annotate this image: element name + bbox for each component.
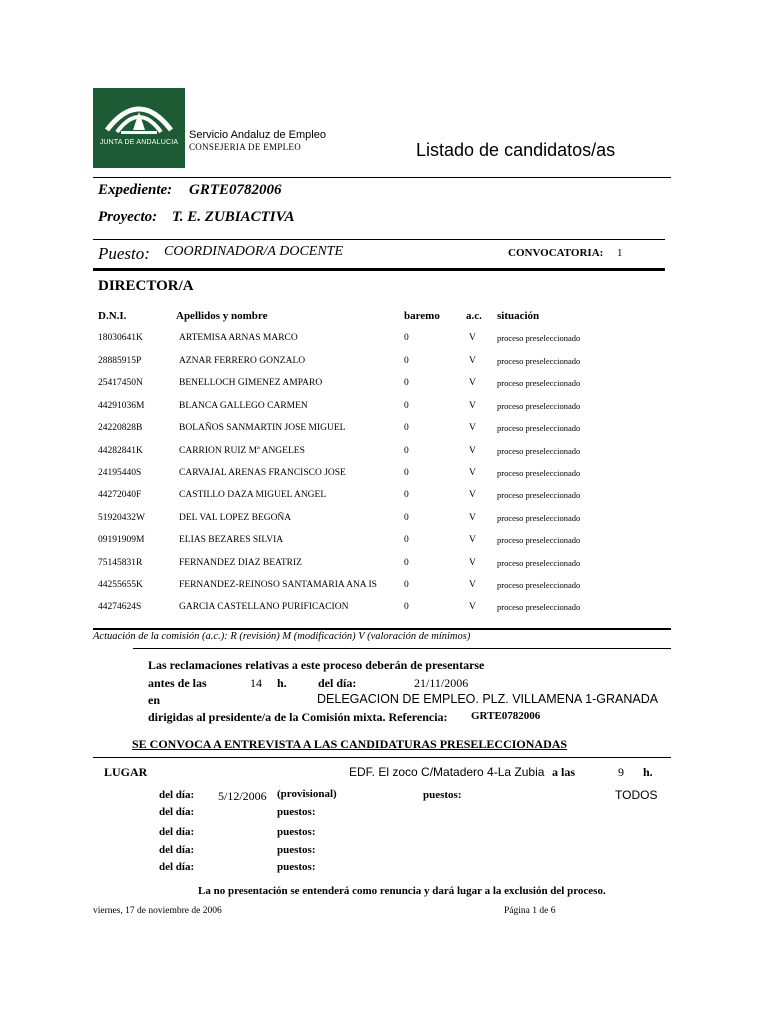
row-situacion: proceso preseleccionado — [497, 378, 581, 388]
claims-del-dia-label: del día: — [318, 676, 357, 690]
puesto-divider — [93, 268, 665, 271]
row-situacion: proceso preseleccionado — [497, 558, 581, 568]
junta-arch-icon — [93, 88, 185, 168]
row-ac: V — [469, 558, 476, 568]
section-title: DIRECTOR/A — [98, 278, 194, 294]
row-situacion: proceso preseleccionado — [497, 468, 581, 478]
row-name: BLANCA GALLEGO CARMEN — [179, 401, 308, 411]
a-las-label: a las — [552, 765, 576, 779]
row-baremo: 0 — [404, 423, 409, 433]
puestos-label: puestos: — [277, 844, 316, 856]
row-ac: V — [469, 580, 476, 590]
del-dia-label: del día: — [159, 861, 195, 873]
ac-legend: Actuación de la comisión (a.c.): R (revisión) M (modificación) V (valoración de mínimos) — [93, 631, 471, 642]
interview-date: 5/12/2006 — [218, 789, 267, 803]
row-dni: 09191909M — [98, 535, 145, 545]
convocatoria-value: 1 — [617, 247, 623, 259]
col-header-ac: a.c. — [466, 310, 482, 322]
del-dia-label: del día: — [159, 826, 195, 838]
row-name: CARVAJAL ARENAS FRANCISCO JOSE — [179, 468, 346, 478]
puestos-label: puestos: — [277, 806, 316, 818]
row-baremo: 0 — [404, 490, 409, 500]
del-dia-label: del día: — [159, 844, 195, 856]
row-situacion: proceso preseleccionado — [497, 580, 581, 590]
puesto-label: Puesto: — [98, 244, 150, 263]
proyecto-value: T. E. ZUBIACTIVA — [172, 209, 295, 225]
ministry-name: CONSEJERIA DE EMPLEO — [189, 142, 302, 152]
row-dni: 28885915P — [98, 356, 142, 366]
row-name: GARCIA CASTELLANO PURIFICACION — [179, 602, 349, 612]
row-baremo: 0 — [404, 468, 409, 478]
lugar-value: EDF. El zoco C/Matadero 4-La Zubia — [349, 765, 545, 779]
row-dni: 18030641K — [98, 333, 143, 343]
row-baremo: 0 — [404, 446, 409, 456]
proyecto-label: Proyecto: — [98, 209, 158, 225]
row-dni: 75145831R — [98, 558, 143, 568]
interview-h: h. — [643, 765, 653, 779]
del-dia-label: del día: — [159, 806, 195, 818]
claims-en-label: en — [148, 693, 160, 707]
row-dni: 44255655K — [98, 580, 143, 590]
claims-referencia: GRTE0782006 — [471, 710, 541, 722]
puestos-label: puestos: — [423, 789, 462, 801]
col-header-dni: D.N.I. — [98, 310, 127, 322]
final-note: La no presentación se entenderá como renuncia y dará lugar a la exclusión del proceso. — [198, 885, 606, 897]
claims-date: 21/11/2006 — [414, 676, 469, 690]
row-name: ARTEMISA ARNAS MARCO — [179, 333, 298, 343]
col-header-name: Apellidos y nombre — [176, 310, 268, 322]
proyecto-divider — [93, 239, 665, 240]
row-ac: V — [469, 401, 476, 411]
interview-title: SE CONVOCA A ENTREVISTA A LAS CANDIDATURAS PRESELECCIONADAS — [132, 737, 568, 751]
row-baremo: 0 — [404, 558, 409, 568]
claims-line: Las reclamaciones relativas a este proceso deberán de presentarse — [148, 658, 485, 672]
col-header-baremo: baremo — [404, 310, 440, 322]
claims-hour: 14 — [250, 676, 262, 690]
row-name: ELIAS BEZARES SILVIA — [179, 535, 284, 545]
row-ac: V — [469, 602, 476, 612]
col-header-situacion: situación — [497, 310, 540, 322]
row-dni: 44274624S — [98, 602, 142, 612]
footer-page: Página 1 de 6 — [504, 906, 556, 916]
table-divider — [93, 628, 671, 630]
convocatoria-label: CONVOCATORIA: — [508, 247, 604, 259]
row-name: CARRION RUIZ Mª ANGELES — [179, 446, 305, 456]
row-ac: V — [469, 535, 476, 545]
legend-divider — [133, 648, 671, 649]
row-situacion: proceso preseleccionado — [497, 356, 581, 366]
puestos-label: puestos: — [277, 826, 316, 838]
row-situacion: proceso preseleccionado — [497, 333, 581, 343]
row-ac: V — [469, 446, 476, 456]
row-ac: V — [469, 378, 476, 388]
row-situacion: proceso preseleccionado — [497, 513, 581, 523]
todos-value: TODOS — [615, 788, 658, 802]
row-situacion: proceso preseleccionado — [497, 535, 581, 545]
row-name: FERNANDEZ-REINOSO SANTAMARIA ANA IS — [179, 580, 377, 590]
row-dni: 44291036M — [98, 401, 145, 411]
footer-date: viernes, 17 de noviembre de 2006 — [93, 906, 222, 916]
row-dni: 44272040F — [98, 490, 142, 500]
row-baremo: 0 — [404, 401, 409, 411]
row-baremo: 0 — [404, 535, 409, 545]
page-title: Listado de candidatos/as — [416, 140, 616, 160]
row-ac: V — [469, 356, 476, 366]
claims-dirigidas: dirigidas al presidente/a de la Comisión mixta. Referencia: — [148, 710, 448, 724]
expediente-label: Expediente: — [98, 182, 173, 198]
row-baremo: 0 — [404, 333, 409, 343]
row-situacion: proceso preseleccionado — [497, 401, 581, 411]
row-name: BENELLOCH GIMENEZ AMPARO — [179, 378, 323, 388]
row-dni: 51920432W — [98, 513, 145, 523]
row-name: FERNANDEZ DIAZ BEATRIZ — [179, 558, 302, 568]
row-dni: 24220828B — [98, 423, 143, 433]
puesto-value: COORDINADOR/A DOCENTE — [164, 244, 344, 259]
header-divider — [93, 177, 671, 178]
claims-h: h. — [277, 676, 287, 690]
logo-text: JUNTA DE ANDALUCIA — [99, 139, 179, 146]
row-baremo: 0 — [404, 580, 409, 590]
interview-hour: 9 — [618, 765, 624, 779]
interview-divider — [93, 757, 671, 758]
row-name: CASTILLO DAZA MIGUEL ANGEL — [179, 490, 327, 500]
row-ac: V — [469, 468, 476, 478]
row-ac: V — [469, 490, 476, 500]
expediente-value: GRTE0782006 — [189, 182, 282, 198]
row-situacion: proceso preseleccionado — [497, 446, 581, 456]
agency-name: Servicio Andaluz de Empleo — [189, 129, 326, 141]
claims-antes-label: antes de las — [148, 676, 207, 690]
claims-place: DELEGACION DE EMPLEO. PLZ. VILLAMENA 1-GRANADA — [317, 692, 659, 706]
provisional-label: (provisional) — [277, 788, 337, 800]
puestos-label: puestos: — [277, 861, 316, 873]
row-name: BOLAÑOS SANMARTIN JOSE MIGUEL — [179, 423, 346, 433]
row-dni: 44282841K — [98, 446, 143, 456]
row-baremo: 0 — [404, 602, 409, 612]
lugar-label: LUGAR — [104, 765, 148, 779]
row-baremo: 0 — [404, 356, 409, 366]
row-baremo: 0 — [404, 513, 409, 523]
row-dni: 25417450N — [98, 378, 143, 388]
row-name: AZNAR FERRERO GONZALO — [179, 356, 306, 366]
del-dia-label: del día: — [159, 789, 195, 801]
row-baremo: 0 — [404, 378, 409, 388]
row-ac: V — [469, 333, 476, 343]
row-ac: V — [469, 513, 476, 523]
row-situacion: proceso preseleccionado — [497, 602, 581, 612]
row-situacion: proceso preseleccionado — [497, 423, 581, 433]
junta-logo — [93, 88, 185, 168]
row-name: DEL VAL LOPEZ BEGOÑA — [179, 513, 292, 523]
row-situacion: proceso preseleccionado — [497, 490, 581, 500]
row-dni: 24195440S — [98, 468, 142, 478]
row-ac: V — [469, 423, 476, 433]
